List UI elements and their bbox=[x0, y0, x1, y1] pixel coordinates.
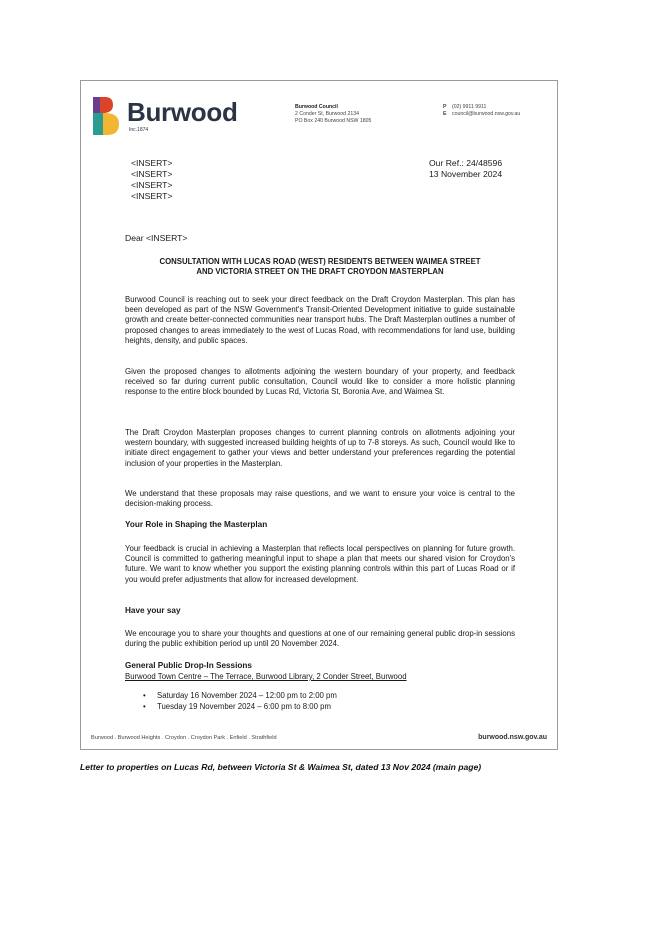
burwood-logo-icon bbox=[91, 95, 121, 137]
paragraph-feedback: Your feedback is crucial in achieving a Masterplan that reflects local perspectives on planning for future growth. Council is committed to gathering meaningful input to shape a plan that meets our shared vision for Croydon's future. We want to know whether you support the existing planning controls within this part of Lucas Road or if you would prefer adjustments that allow for increased development. bbox=[125, 544, 515, 584]
subject-line-2: AND VICTORIA STREET ON THE DRAFT CROYDON MASTERPLAN bbox=[196, 267, 444, 276]
image-caption: Letter to properties on Lucas Rd, between Victoria St & Waimea St, dated 13 Nov 2024 (main page) bbox=[80, 762, 482, 772]
paragraph-planning-controls: The Draft Croydon Masterplan proposes changes to current planning controls on allotments adjoining your western boundary, with suggested increased building heights of up to 7-8 storeys. As such, Council would like to initiate direct engagement to gather your views and better understand your preferences regarding the potential inclusion of your properties in the Masterplan. bbox=[125, 428, 515, 468]
recipient-line: <INSERT> bbox=[131, 191, 173, 201]
footer-website: burwood.nsw.gov.au bbox=[478, 734, 547, 741]
paragraph-proposed-changes: Given the proposed changes to allotments adjoining the western boundary of your property, and feedback received so far during current public consultation, Council would like to consider a more holistic planning response to the entire block bounded by Lucas Rd, Victoria St, Boronia Ave, and Waimea St. bbox=[125, 367, 515, 397]
heading-your-role: Your Role in Shaping the Masterplan bbox=[125, 520, 268, 529]
paragraph-encourage: We encourage you to share your thoughts and questions at one of our remaining general public drop-in sessions during the public exhibition period up until 20 November 2024. bbox=[125, 629, 515, 649]
recipient-line: <INSERT> bbox=[131, 169, 173, 179]
phone-key: P bbox=[443, 104, 447, 110]
paragraph-questions: We understand that these proposals may raise questions, and we want to ensure your voice is central to the decision-making process. bbox=[125, 489, 515, 509]
heading-have-your-say: Have your say bbox=[125, 606, 181, 615]
paragraph-intro: Burwood Council is reaching out to seek your direct feedback on the Draft Croydon Masterplan. This plan has been developed as part of the NSW Government's Transit-Oriented Development initiative to guide sustainable growth and create better-connected communities near transport hubs. The Draft Masterplan outlines a number of proposed changes to areas immediately to the west of Lucas Road, with recommendations for land use, building heights, density, and public spaces. bbox=[125, 295, 515, 345]
recipient-address bbox=[131, 158, 172, 202]
brand-inc: Inc.1874 bbox=[129, 127, 149, 133]
salutation: Dear <INSERT> bbox=[125, 233, 188, 243]
drop-in-location: Burwood Town Centre – The Terrace, Burwood Library, 2 Conder Street, Burwood bbox=[125, 672, 407, 681]
recipient-line: <INSERT> bbox=[131, 180, 173, 190]
our-reference: Our Ref.: 24/48596 bbox=[429, 158, 503, 168]
subject-heading bbox=[125, 257, 515, 277]
footer-suburbs: Burwood . Burwood Heights . Croydon . Croydon Park . Enfield . Strathfield bbox=[91, 735, 277, 741]
council-address bbox=[295, 104, 371, 125]
recipient-line: <INSERT> bbox=[131, 158, 173, 168]
letter-date: 13 November 2024 bbox=[429, 169, 503, 179]
council-address-line1: 2 Conder St, Burwood 2134 bbox=[295, 111, 360, 117]
list-item: • Tuesday 19 November 2024 – 6:00 pm to 8:00 pm bbox=[143, 701, 337, 712]
email-key: E bbox=[443, 111, 447, 117]
council-address-line2: PO Box 240 Burwood NSW 1805 bbox=[295, 118, 372, 124]
phone-number: (02) 9911 9911 bbox=[452, 104, 487, 110]
brand-name: Burwood bbox=[127, 97, 238, 127]
heading-drop-in-sessions: General Public Drop-In Sessions bbox=[125, 661, 252, 670]
reference-block bbox=[429, 158, 502, 180]
council-name: Burwood Council bbox=[295, 104, 338, 110]
subject-line-1: CONSULTATION WITH LUCAS ROAD (WEST) RESIDENTS BETWEEN WAIMEA STREET bbox=[159, 257, 481, 266]
session-list bbox=[143, 690, 337, 712]
letter-page bbox=[80, 80, 558, 750]
council-contact bbox=[443, 104, 520, 118]
email-address: council@burwood.nsw.gov.au bbox=[452, 111, 521, 117]
list-item: • Saturday 16 November 2024 – 12:00 pm to 2:00 pm bbox=[143, 690, 337, 701]
